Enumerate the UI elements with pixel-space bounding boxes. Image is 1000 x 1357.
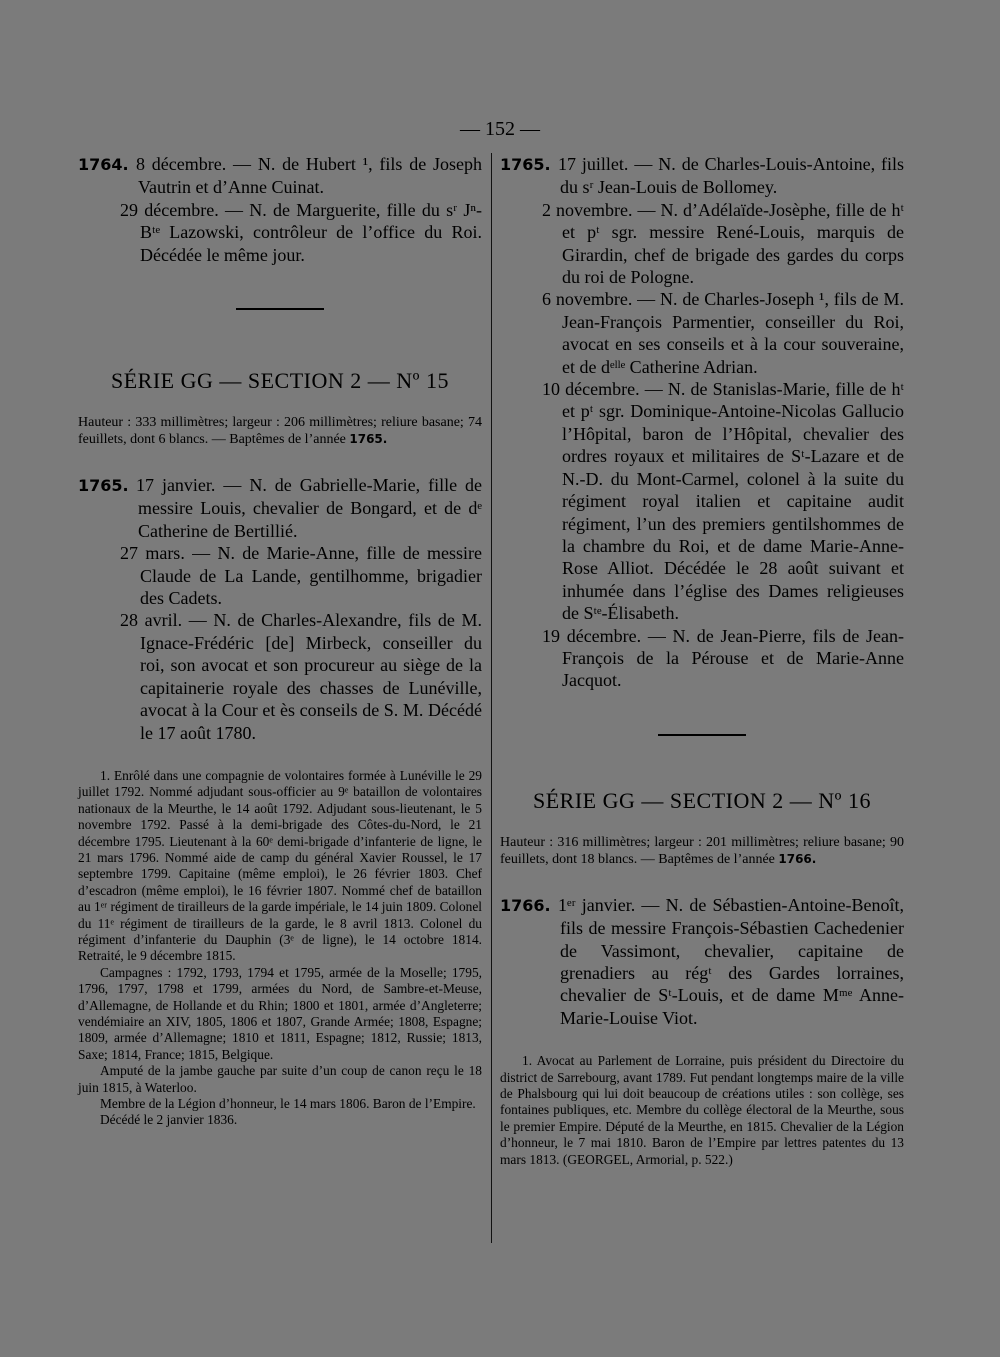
footnote: 1. Enrôlé dans une compagnie de volontaires formée à Lunéville le 29 juillet 1792. Nommé adjudant sous-officier au 9ᵉ bataillon de volontaires nationaux de la Meurthe, le 14 août 1792. Adjudant sous-lieutenant, le 5 novembre 1792. Passé à la demi-brigade des Côtes-du-Nord, le 21 décembre 1795. Lieutenant à la 60ᵉ demi-brigade d’infanterie de ligne, le 21 mars 1796. Nommé aide de camp du général Xavier Roussel, le 17 septembre 1799. Capitaine (même emploi), le 26 février 1803. Chef d’escadron (même emploi), le 16 février 1807. Nommé chef de bataillon au 1ᵉʳ régiment de tirailleurs de la garde impériale, le 14 juin 1809. Colonel du 11ᵉ régiment de tirailleurs de la garde, le 8 avril 1813. Colonel du régiment d’infanterie du Dauphin (3ᵉ de ligne), le 14 octobre 1814. Retraité, le 9 décembre 1815. <box>78 767 482 964</box>
page-number: — 152 — <box>460 118 540 140</box>
footnote: Membre de la Légion d’honneur, le 14 mars 1806. Baron de l’Empire. <box>100 1096 476 1112</box>
series-heading: SÉRIE GG — SECTION 2 — Nº 16 <box>533 787 871 813</box>
entry-text: 1ᵉʳ janvier. — N. de Sébastien-Antoine-Benoît, fils de messire François-Sébastien Cachedenier de Vassimont, chevalier, capitaine de grenadiers au régᵗ des Gardes lorraines, chevalier de Sᵗ-Louis, et de dame Mᵐᵉ Anne-Marie-Louise Viot. <box>558 894 904 1028</box>
register-entry <box>500 378 904 624</box>
entries-block <box>500 894 904 1029</box>
footnotes <box>500 1053 904 1168</box>
register-entry <box>500 625 904 692</box>
section-separator <box>236 308 324 310</box>
column-rule <box>491 153 492 1243</box>
left-column <box>78 153 482 1129</box>
entry-year: 1765. <box>500 155 551 174</box>
right-column <box>500 153 904 1168</box>
entry-text: 19 décembre. — N. de Jean-Pierre, fils de Jean-François de la Pérouse et de Marie-Anne Jacquot. <box>542 625 904 691</box>
entry-text: 27 mars. — N. de Marie-Anne, fille de messire Claude de La Lande, gentilhomme, brigadier des Cadets. <box>120 543 482 609</box>
register-entry <box>500 894 904 1029</box>
entry-year: 1766. <box>500 895 551 915</box>
footnote: Amputé de la jambe gauche par suite d’un coup de canon reçu le 18 juin 1815, à Waterloo. <box>78 1063 482 1095</box>
section-separator <box>658 734 746 736</box>
register-entry <box>500 288 904 378</box>
register-description <box>78 414 482 448</box>
description-text: Hauteur : 333 millimètres; largeur : 206 millimètres; reliure basane; 74 feuillets, dont 6 blancs. — Baptêmes de l’année <box>78 415 482 448</box>
description-year: 1766. <box>778 851 817 866</box>
register-description <box>500 834 904 868</box>
entry-text: 29 décembre. — N. de Marguerite, fille du sʳ Jⁿ-Bᵗᵉ Lazowski, contrôleur de l’office du Roi. Décédée le même jour. <box>120 199 482 265</box>
entry-text: 17 janvier. — N. de Gabrielle-Marie, fille de messire Louis, chevalier de Bongard, et de dᵉ Catherine de Bertillié. <box>136 475 482 541</box>
register-entry <box>500 153 904 199</box>
footnote: 1. Avocat au Parlement de Lorraine, puis président du Directoire du district de Sarrebourg, avant 1789. Fut pendant longtemps maire de la ville de Phalsbourg qui lui doit beaucoup de créations utiles : son collège, ses fontaines publiques, etc. Membre du collège électoral de la Meurthe, sous le premier Empire. Député de la Meurthe, en 1815. Chevalier de la Légion d’honneur, le 7 mai 1810. Baron de l’Empire par lettres patentes du 13 mars 1813. (GEORGEL, Armorial, p. 522.) <box>500 1053 904 1167</box>
register-entry <box>78 153 482 199</box>
entry-text: 8 décembre. — N. de Hubert ¹, fils de Joseph Vautrin et d’Anne Cuinat. <box>136 154 482 198</box>
footnote: Campagnes : 1792, 1793, 1794 et 1795, armée de la Moselle; 1795, 1796, 1797, 1798 et 1799, armées du Nord, de Sambre-et-Meuse, d’Allemagne, de Hollande et du Rhin; 1800 et 1801, armée d’Angleterre; vendémiaire an XIV, 1805, 1806 et 1807, Grande Armée; 1808, Espagne; 1809, armée d’Allemagne; 1810 et 1811, Espagne; 1812, Russie; 1813, Saxe; 1814, France; 1815, Belgique. <box>78 964 482 1062</box>
entry-year: 1764. <box>78 155 129 174</box>
entries-block <box>78 474 482 744</box>
entry-text: 6 novembre. — N. de Charles-Joseph ¹, fils de M. Jean-François Parmentier, conseiller du Roi, avocat en ses conseils et à la cour souveraine, et de dᵉˡˡᵉ Catherine Adrian. <box>542 289 904 377</box>
register-entry <box>500 199 904 289</box>
footnote: Décédé le 2 janvier 1836. <box>100 1112 238 1128</box>
footnotes <box>78 768 482 1129</box>
register-entry <box>78 609 482 743</box>
entry-year: 1765. <box>78 476 129 496</box>
register-entry <box>78 474 482 542</box>
series-heading: SÉRIE GG — SECTION 2 — Nº 15 <box>111 368 449 394</box>
entry-text: 10 décembre. — N. de Stanislas-Marie, fille de hᵗ et pᵗ sgr. Dominique-Antoine-Nicolas Gallucio l’Hôpital, baron de l’Hôpital, chevalier des ordres royaux et militaires de Sᵗ-Lazare et de N.-D. du Mont-Carmel, colonel à la suite du régiment royal italien et capitaine audit régiment, l’un des premiers gentilshommes de la chambre du Roi, et de dame Marie-Anne-Rose Alliot. Décédée le 28 août suivant et inhumée dans l’église des Dames religieuses de Sᵗᵉ-Élisabeth. <box>542 379 904 624</box>
register-entry <box>78 199 482 266</box>
entry-text: 2 novembre. — N. d’Adélaïde-Josèphe, fille de hᵗ et pᵗ sgr. messire René-Louis, marquis de Girardin, chef de brigade des gardes du corps du roi de Pologne. <box>542 199 904 288</box>
register-entry <box>78 542 482 609</box>
entry-text: 17 juillet. — N. de Charles-Louis-Antoine, fils du sʳ Jean-Louis de Bollomey. <box>558 154 904 198</box>
entry-text: 28 avril. — N. de Charles-Alexandre, fils de M. Ignace-Frédéric [de] Mirbeck, conseiller du roi, son avocat et son procureur au siège de la capitainerie royale des chasses de Lunéville, avocat à la Cour et ès conseils de S. M. Décédé le 17 août 1780. <box>120 610 482 743</box>
description-year: 1765. <box>349 432 388 447</box>
description-text: Hauteur : 316 millimètres; largeur : 201 millimètres; reliure basane; 90 feuillets, dont 18 blancs. — Baptêmes de l’année <box>500 834 904 867</box>
